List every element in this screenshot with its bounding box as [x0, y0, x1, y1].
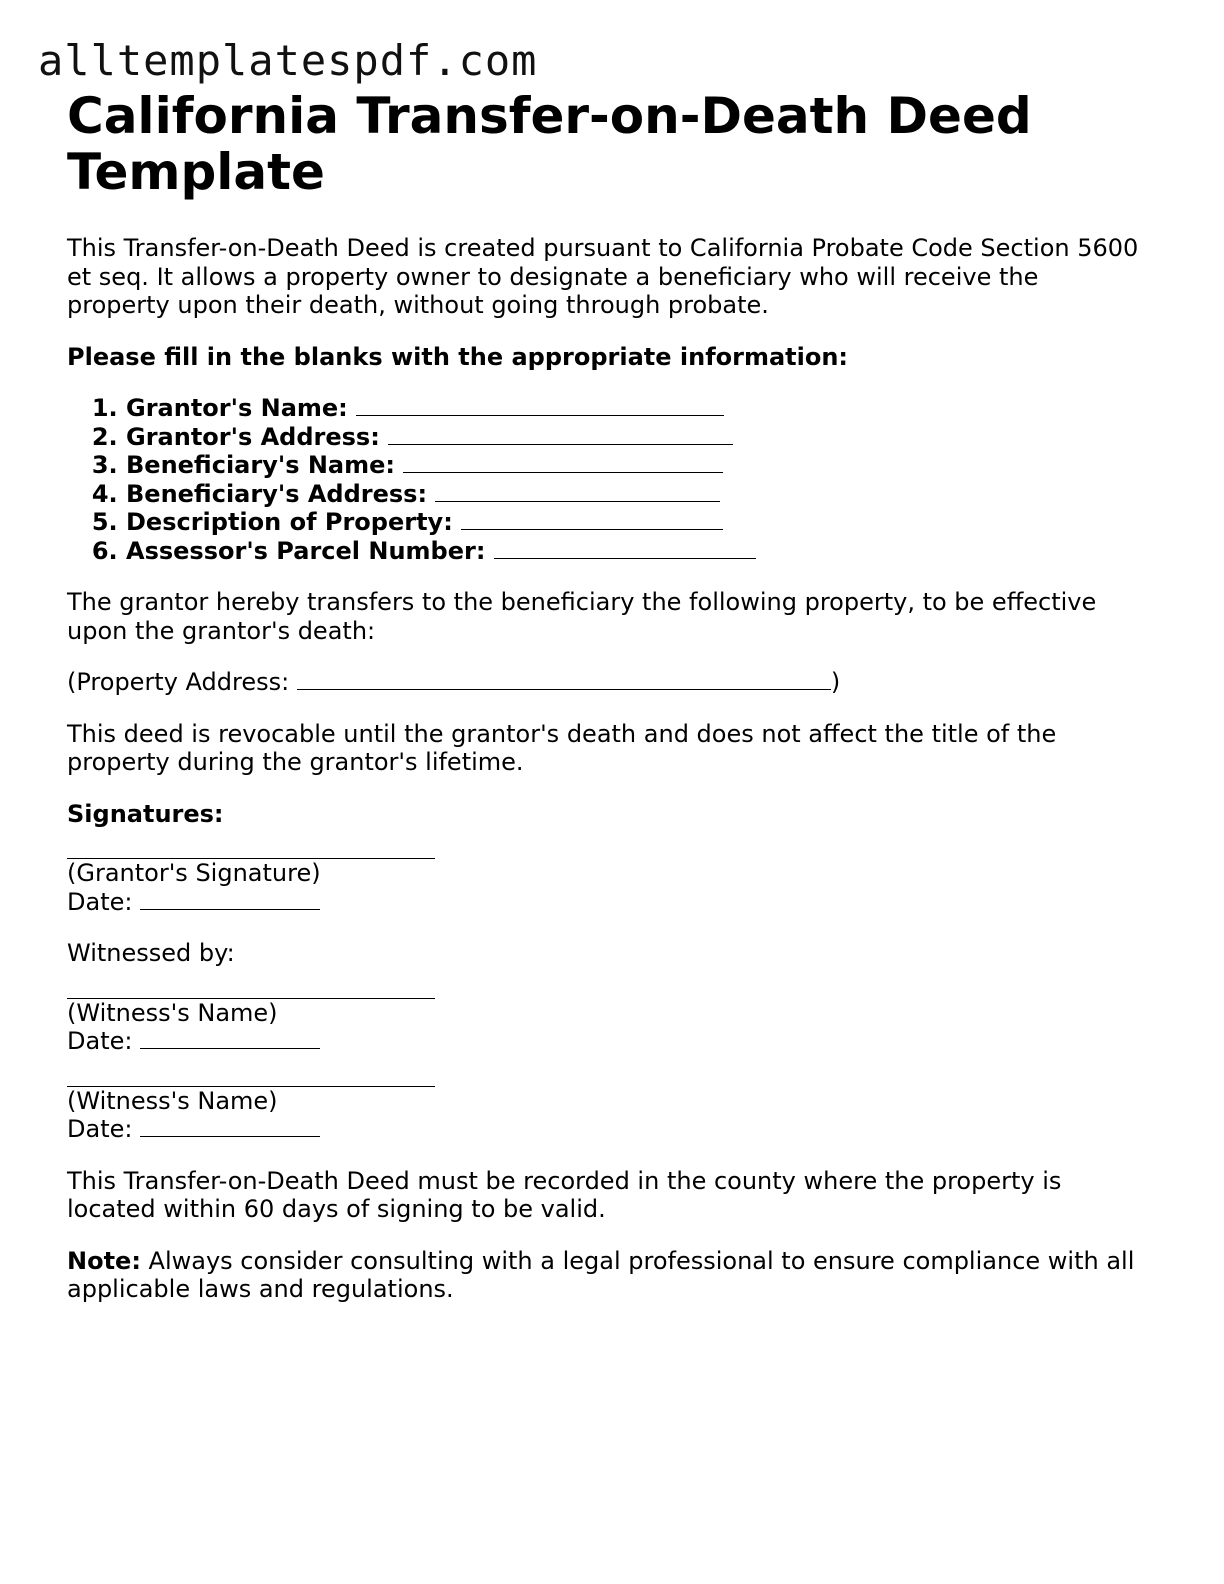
date-label: Date:	[67, 1027, 133, 1055]
field-label: Grantor's Address:	[126, 422, 380, 451]
witness-1-label: (Witness's Name)	[67, 998, 278, 1027]
page-title: California Transfer-on-Death Deed Template	[67, 87, 1032, 201]
fields-list	[67, 394, 1147, 565]
field-label: Grantor's Name:	[126, 394, 348, 422]
witness-1-signature-blank[interactable]	[67, 968, 435, 999]
beneficiary-name-blank[interactable]	[403, 453, 723, 473]
grantor-date-blank[interactable]	[140, 890, 320, 910]
grantor-name-blank[interactable]	[356, 396, 724, 416]
witness-2-date	[67, 1115, 1147, 1144]
note-label: Note:	[67, 1246, 141, 1275]
intro-paragraph: This Transfer-on-Death Deed is created pursuant to California Probate Code Section 5600 et seq. It allows a property owner to designate a beneficiary who will receive the property upon their death, without going through probate.	[67, 234, 1139, 319]
watermark: alltemplatespdf.com	[38, 36, 538, 85]
property-address-close: )	[830, 668, 841, 696]
witness-1-date-blank[interactable]	[140, 1029, 320, 1049]
signatures-heading: Signatures:	[67, 799, 224, 828]
property-address-label: (Property Address:	[67, 668, 290, 696]
date-label: Date:	[67, 887, 133, 916]
note-paragraph	[67, 1247, 1147, 1304]
field-label: Beneficiary's Name:	[126, 451, 396, 479]
field-label: Beneficiary's Address:	[126, 479, 428, 508]
witness-1-date	[67, 1027, 1147, 1056]
note-text: Always consider consulting with a legal professional to ensure compliance with all applicable laws and regulations.	[67, 1246, 1135, 1303]
grantor-signature-label: (Grantor's Signature)	[67, 859, 321, 887]
revocable-paragraph: This deed is revocable until the grantor's death and does not affect the title of the property during the grantor's lifetime.	[67, 719, 1057, 776]
field-parcel-number	[126, 537, 1147, 566]
witness-2-block	[67, 1056, 1147, 1144]
field-label: Assessor's Parcel Number:	[126, 536, 486, 565]
property-address-line	[67, 668, 1147, 697]
witness-1-block	[67, 968, 1147, 1056]
field-label: Description of Property:	[126, 508, 453, 536]
field-grantor-name	[126, 394, 1147, 423]
grantor-date	[67, 888, 1147, 917]
parcel-number-blank[interactable]	[494, 539, 756, 559]
recording-paragraph: This Transfer-on-Death Deed must be recorded in the county where the property is located within 60 days of signing to be valid.	[67, 1166, 1062, 1223]
property-address-blank[interactable]	[297, 670, 831, 690]
property-description-blank[interactable]	[461, 510, 723, 530]
witness-2-label: (Witness's Name)	[67, 1086, 278, 1115]
field-grantor-address	[126, 423, 1147, 452]
instructions: Please fill in the blanks with the appropriate information:	[67, 342, 849, 371]
grantor-address-blank[interactable]	[388, 425, 733, 445]
document	[67, 88, 1147, 1327]
beneficiary-address-blank[interactable]	[435, 482, 720, 502]
grantor-signature-block	[67, 828, 1147, 916]
grantor-signature-blank[interactable]	[67, 828, 435, 859]
witnessed-by: Witnessed by:	[67, 939, 235, 967]
field-property-description	[126, 508, 1147, 537]
date-label: Date:	[67, 1115, 133, 1143]
field-beneficiary-name	[126, 451, 1147, 480]
transfer-paragraph: The grantor hereby transfers to the beneficiary the following property, to be effective upon the grantor's death:	[67, 588, 1097, 645]
witness-2-date-blank[interactable]	[140, 1117, 320, 1137]
witness-2-signature-blank[interactable]	[67, 1056, 435, 1087]
field-beneficiary-address	[126, 480, 1147, 509]
